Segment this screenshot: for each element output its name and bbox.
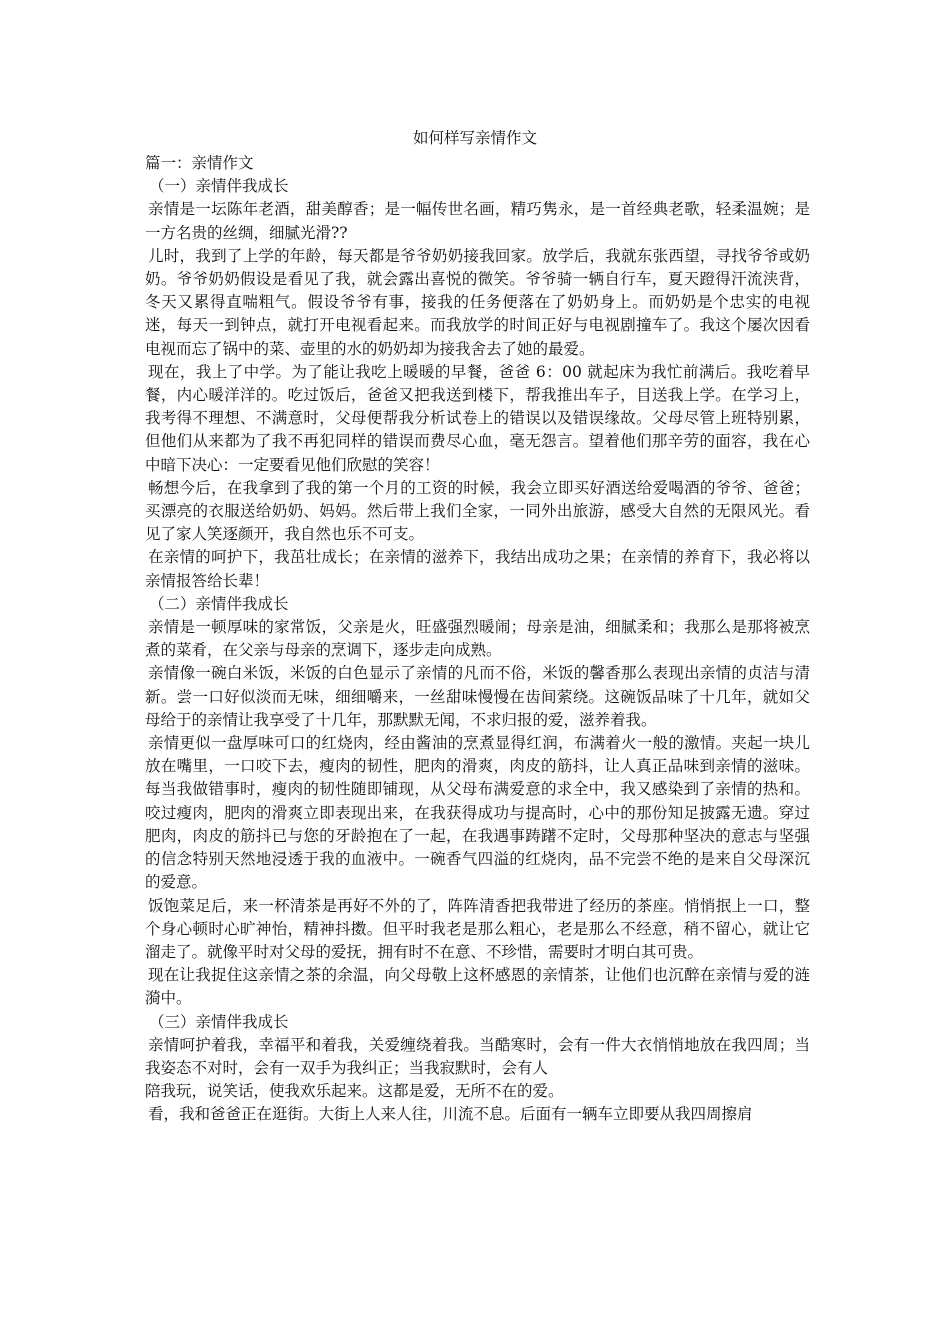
paragraph: 现在，我上了中学。为了能让我吃上暖暖的早餐，爸爸 6：00 就起床为我忙前满后。我吃着早餐，内心暖洋洋的。吃过饭后，爸爸又把我送到楼下，帮我推出车子，目送我上学。在学习上，我考得不理想、不满意时，父母便帮我分析试卷上的错误以及错误缘故。父母尽管上班特别累，但他们从来都为了我不再犯同样的错误而费尽心血，毫无怨言。望着他们那辛劳的面容，我在心中暗下决心：一定要看见他们欣慰的笑容！ (145, 362, 810, 474)
paragraph: 亲情像一碗白米饭，米饭的白色显示了亲情的凡而不俗，米饭的馨香那么表现出亲情的贞洁与清新。尝一口好似淡而无味，细细嚼来，一丝甜味慢慢在齿间萦绕。这碗饭品味了十几年，就如父母给于的亲情让我享受了十几年，那默默无闻，不求归报的爱，滋养着我。 (145, 664, 810, 729)
paragraph: 饭饱菜足后，来一杯清茶是再好不外的了，阵阵清香把我带进了经历的茶座。悄悄抿上一口，整个身心顿时心旷神怡，精神抖擞。但平时我老是那么粗心，老是那么不经意，稍不留心，就让它溜走了。就像平时对父母的爱抚，拥有时不在意、不珍惜，需要时才明白其可贵。 (145, 896, 810, 961)
paragraph: 亲情呵护着我，幸福平和着我，关爱缠绕着我。当酷寒时，会有一件大衣悄悄地放在我四周；当我姿态不对时，会有一双手为我纠正；当我寂默时，会有人 (145, 1035, 810, 1077)
section-heading: （三）亲情伴我成长 (149, 1012, 289, 1031)
paragraph: 在亲情的呵护下，我茁壮成长；在亲情的滋养下，我结出成功之果；在亲情的养育下，我必将以亲情报答给长辈！ (145, 548, 810, 590)
paragraph: 畅想今后，在我拿到了我的第一个月的工资的时候，我会立即买好酒送给爱喝酒的爷爷、爸爸；买漂亮的衣服送给奶奶、妈妈。然后带上我们全家，一同外出旅游，感受大自然的无限风光。看见了家人笑逐颜开，我自然也乐不可支。 (145, 478, 810, 544)
paragraph: 亲情是一坛陈年老酒，甜美醇香；是一幅传世名画，精巧隽永，是一首经典老歌，轻柔温婉；是一方名贵的丝绸，细腻光滑?? (145, 200, 810, 242)
paragraph: 陪我玩，说笑话，使我欢乐起来。这都是爱，无所不在的爱。 (145, 1082, 564, 1101)
paragraph: 儿时，我到了上学的年龄，每天都是爷爷奶奶接我回家。放学后，我就东张西望，寻找爷爷或奶奶。爷爷奶奶假设是看见了我，就会露出喜悦的微笑。爷爷骑一辆自行车，夏天蹬得汗流浃背，冬天又累得直喘粗气。假设爷爷有事，接我的任务便落在了奶奶身上。而奶奶是个忠实的电视迷，每天一到钟点，就打开电视看起来。而我放学的时间正好与电视剧撞车了。我这个屡次因看电视而忘了锅中的菜、壶里的水的奶奶却为接我舍去了她的最爱。 (145, 246, 810, 358)
document-title: 如何样写亲情作文 (412, 129, 537, 147)
paragraph: 亲情更似一盘厚味可口的红烧肉，经由酱油的烹煮显得红润，布满着火一般的激情。夹起一块儿放在嘴里，一口咬下去，瘦肉的韧性，肥肉的滑爽，肉皮的筋抖，让人真正品味到亲情的滋味。每当我做错事时，瘦肉的韧性随即铺现，从父母布满爱意的求全中，我又感染到了亲情的热和。咬过瘦肉，肥肉的滑爽立即表现出来，在我获得成功与提高时，心中的那份知足披露无遗。穿过肥肉，肉皮的筋抖已与您的牙龄抱在了一起，在我遇事踌躇不定时，父母那种坚决的意志与坚强的信念特别天然地浸透于我的血液中。一碗香气四溢的红烧肉，品不完尝不绝的是来自父母深沉的爱意。 (145, 734, 810, 892)
section-heading: （二）亲情伴我成长 (149, 594, 289, 613)
section-heading: （一）亲情伴我成长 (149, 177, 289, 196)
document-body (145, 152, 810, 1127)
part-title: 篇一：亲情作文 (145, 154, 254, 172)
paragraph: 看，我和爸爸正在逛街。大街上人来人往，川流不息。后面有一辆车立即要从我四周擦肩 (148, 1105, 753, 1124)
paragraph: 亲情是一顿厚味的家常饭，父亲是火，旺盛强烈暖闹；母亲是油，细腻柔和；我那么是那将被烹煮的菜肴，在父亲与母亲的烹调下，逐步走向成熟。 (145, 618, 810, 660)
paragraph: 现在让我捉住这亲情之茶的余温，向父母敬上这杯感恩的亲情茶，让他们也沉醉在亲情与爱的涟漪中。 (145, 966, 810, 1008)
